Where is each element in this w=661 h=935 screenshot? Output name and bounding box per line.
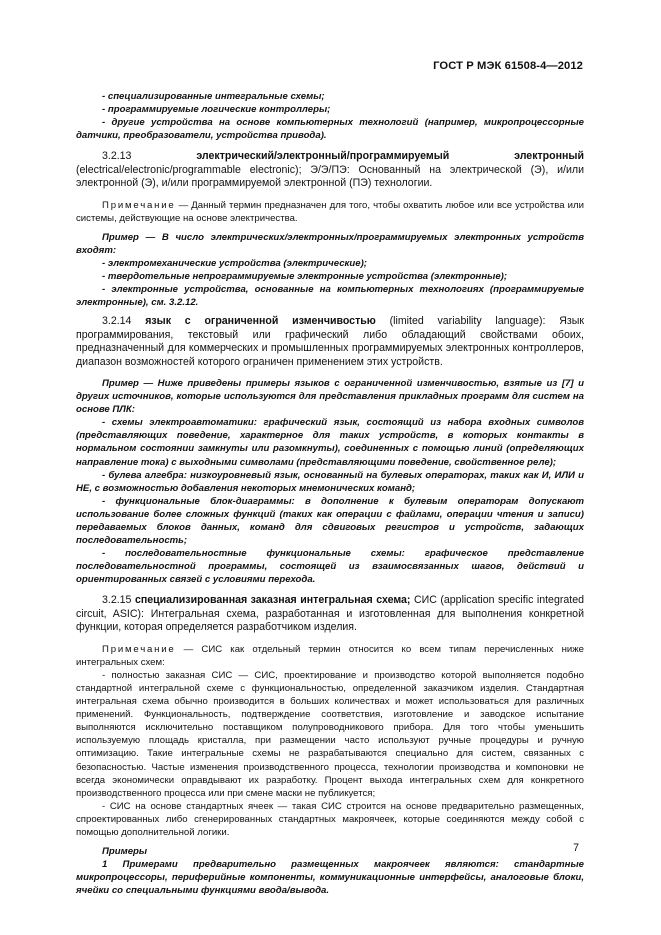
- note: Примечание — Данный термин предназначен для того, чтобы охватить любое или все устройства или системы, действующие на основе электричества.: [76, 199, 584, 224]
- list-item: - электромеханические устройства (электрические);: [102, 257, 367, 269]
- note-item: - СИС на основе стандартных ячеек — такая СИС строится на основе предварительно размещенных, спроектированных либо сгенерированных стандартных макроячеек, которые соединяются между собой с помощью дополнительной логики.: [76, 800, 584, 838]
- note: Примечание — СИС как отдельный термин относится ко всем типам перечисленных ниже интегральных схем:: [76, 643, 584, 668]
- note-item: - полностью заказная СИС — СИС, проектирование и производство которой выполняется подобно стандартной интегральной схеме с функциональностью, определенной заказчиком изделия. Стандартная интегральная схема обычно производится в больших количествах и может использоваться для различных применений. Функциональность, подтверждение соответствия, изготовление и заводское испытание выполняются исключительно поставщиком полупроводникового прибора. Для того чтобы уменьшить используемую площадь кристалла, при размещении часто используют ручные процедуры и ручную оптимизацию. Такие интегральные схемы не разрабатываются специально для систем, связанных с безопасностью. Частые изменения производственного процесса, технологии производства и компоновки не всегда экономически оправдывают их разработку. Процент выхода интегральных схем для конкретного производственного процесса или при смене маски не публикуется;: [76, 669, 584, 799]
- term-title: язык с ограниченной изменчивостью: [145, 315, 376, 328]
- term-3-2-13: 3.2.13 электрический/электронный/программируемый электронный (electrical/electronic/programmable electronic); Э/Э/ПЭ: Основанный на электрической (Э), и/или электронной (Э), и/или программируемой электронной (ПЭ) технологии.: [76, 150, 584, 190]
- term-title: электрический/электронный/программируемый электронный: [196, 150, 584, 163]
- example-intro: Пример — Ниже приведены примеры языков с ограниченной изменчивостью, взятые из [7] и других источников, которые используются для представления прикладных программ для систем на основе ПЛК:: [76, 377, 584, 416]
- list-item: - программируемые логические контроллеры;: [102, 104, 331, 116]
- example-item: 1 Примерами предварительно размещенных макроячеек являются: стандартные микропроцессоры, периферийные компоненты, коммуникационные интерфейсы, аналоговые блоки, ячейки со специальными функциями ввода/вывода.: [76, 859, 584, 897]
- standard-header: ГОСТ Р МЭК 61508-4—2012: [433, 60, 583, 72]
- term-title: специализированная заказная интегральная схема;: [134, 594, 411, 607]
- note-label: Примечание: [102, 199, 176, 211]
- note-label: Примечание: [102, 643, 176, 655]
- term-3-2-15: 3.2.15 специализированная заказная интегральная схема; СИС (application specific integrated circuit, ASIC): Интегральная схема, разработанная и изготовленная для выполнения конкретной функции, которая определяется разработчиком изделия.: [76, 594, 584, 634]
- example-intro: Пример — В число электрических/электронных/программируемых электронных устройств входят:: [76, 231, 584, 256]
- list-item: - электронные устройства, основанные на компьютерных технологиях (программируемые электронные), см. 3.2.12.: [76, 284, 584, 309]
- term-3-2-14: 3.2.14 язык с ограниченной изменчивостью (limited variability language): Язык программирования, текстовый или графический либо обладающий свойствами обоих, предназначенный для коммерческих и промышленных программируемых электронных контроллеров, диапазон возможностей которого ограничен применением этих устройств.: [76, 315, 584, 368]
- list-item: - твердотельные непрограммируемые электронные устройства (электронные);: [102, 271, 508, 283]
- list-item: - схемы электроавтоматики: графический язык, состоящий из набора входных символов (представляющих поведение, характерное для таких устройств, в которых контакты в нормальном состоянии замкнуты или разомкнуты), соединенных с помощью линий (определяющих направление тока) с выходными символами (представляющими поведение, свойственное реле);: [76, 417, 584, 468]
- list-item: - специализированные интегральные схемы;: [102, 91, 325, 102]
- examples-title: Примеры: [102, 846, 148, 858]
- page-content: [76, 90, 584, 897]
- list-item: - булева алгебра: низкоуровневый язык, основанный на булевых операторах, таких как И, ИЛИ и НЕ, с возможностью добавления некоторых мнемонических команд;: [76, 469, 584, 494]
- list-item: - последовательностные функциональные схемы: графическое представление последовательностной программы, состоящей из взаимосвязанных шагов, действий и ориентированных связей с условиями перехода.: [76, 548, 584, 586]
- list-item: - другие устройства на основе компьютерных технологий (например, микропроцессорные датчики, преобразователи, устройства привода).: [76, 117, 584, 142]
- list-item: - функциональные блок-диаграммы: в дополнение к булевым операторам допускают использование более сложных функций (таких как операции с файлами, операции чтения и записи) передаваемых блоков данных, команд для сдвиговых регистров и устройств, задающих последовательность;: [76, 495, 584, 547]
- page-number: 7: [573, 842, 579, 854]
